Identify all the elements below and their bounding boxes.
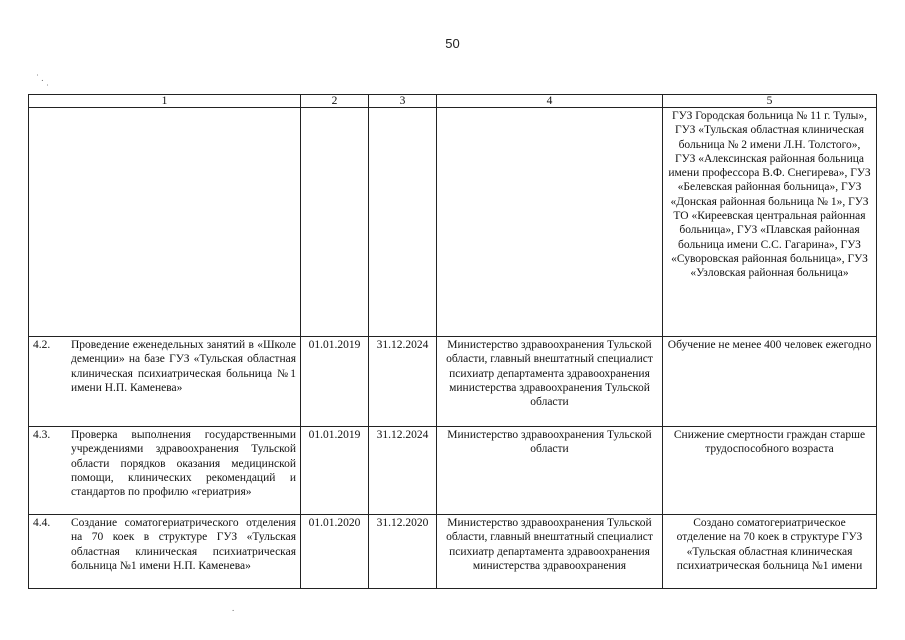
start-date: 01.01.2019 <box>301 427 369 515</box>
responsible: Министерство здравоохранения Тульской области <box>437 427 663 515</box>
activity-title: Создание соматогериатрического отделения на 70 коек в структуре ГУЗ «Тульская областная клиническая психиатрическая больница №1 имени Н.П. Каменева» <box>71 517 296 572</box>
cell-empty <box>29 108 301 337</box>
cell-empty <box>437 108 663 337</box>
scan-speck: ˙ <box>46 83 49 93</box>
document-table <box>28 94 877 589</box>
scan-speck: ˙ . <box>36 73 44 83</box>
responsible: Министерство здравоохранения Тульской области, главный внештатный специалист психиатр департамента здравоохранения министерства здравоохранения <box>437 515 663 589</box>
end-date: 31.12.2020 <box>369 515 437 589</box>
end-date: 31.12.2024 <box>369 337 437 427</box>
end-date: 31.12.2024 <box>369 427 437 515</box>
table-row <box>29 515 877 589</box>
header-col-3: 3 <box>369 95 437 108</box>
row-number: 4.4. <box>33 517 51 529</box>
cell-activity <box>29 337 301 427</box>
header-col-1: 1 <box>29 95 301 108</box>
start-date: 01.01.2020 <box>301 515 369 589</box>
row-number: 4.2. <box>33 339 51 351</box>
result: Снижение смертности граждан старше трудоспособного возраста <box>663 427 877 515</box>
cell-activity <box>29 515 301 589</box>
header-col-2: 2 <box>301 95 369 108</box>
cell-activity <box>29 427 301 515</box>
activity-title: Проверка выполнения государственными учреждениями здравоохранения Тульской области порядков оказания медицинской помощи, клинических рекомендаций и стандартов по профилю «гериатрия» <box>71 429 296 499</box>
cell-empty <box>369 108 437 337</box>
activity-title: Проведение еженедельных занятий в «Школе деменции» на базе ГУЗ «Тульская областная клиническая психиатрическая больница №1 имени Н.П. Каменева» <box>71 339 296 394</box>
responsible: Министерство здравоохранения Тульской области, главный внештатный специалист психиатр департамента здравоохранения министерства здравоохранения Тульской области <box>437 337 663 427</box>
scan-speck: . <box>232 603 235 613</box>
page-number: 50 <box>445 36 460 51</box>
table-header-row <box>29 95 877 108</box>
row-number: 4.3. <box>33 429 51 441</box>
cell-executors-continued: ГУЗ Городская больница № 11 г. Тулы», ГУЗ «Тульская областная клиническая больница № 2 имени Л.Н. Толстого», ГУЗ «Алексинская районная больница имени профессора В.Ф. Снегирева», ГУЗ «Белевская районная больница», ГУЗ «Донская районная больница № 1», ГУЗ ТО «Киреевская центральная районная больница», ГУЗ «Плавская районная больница имени С.С. Гагарина», ГУЗ «Суворовская районная больница», ГУЗ «Узловская районная больница» <box>663 108 877 337</box>
table-row-continuation <box>29 108 877 337</box>
result: Обучение не менее 400 человек ежегодно <box>663 337 877 427</box>
header-col-5: 5 <box>663 95 877 108</box>
result: Создано соматогериатрическое отделение на 70 коек в структуре ГУЗ «Тульская областная клиническая психиатрическая больница №1 имени <box>663 515 877 589</box>
cell-empty <box>301 108 369 337</box>
header-col-4: 4 <box>437 95 663 108</box>
table-row <box>29 427 877 515</box>
table-row <box>29 337 877 427</box>
start-date: 01.01.2019 <box>301 337 369 427</box>
